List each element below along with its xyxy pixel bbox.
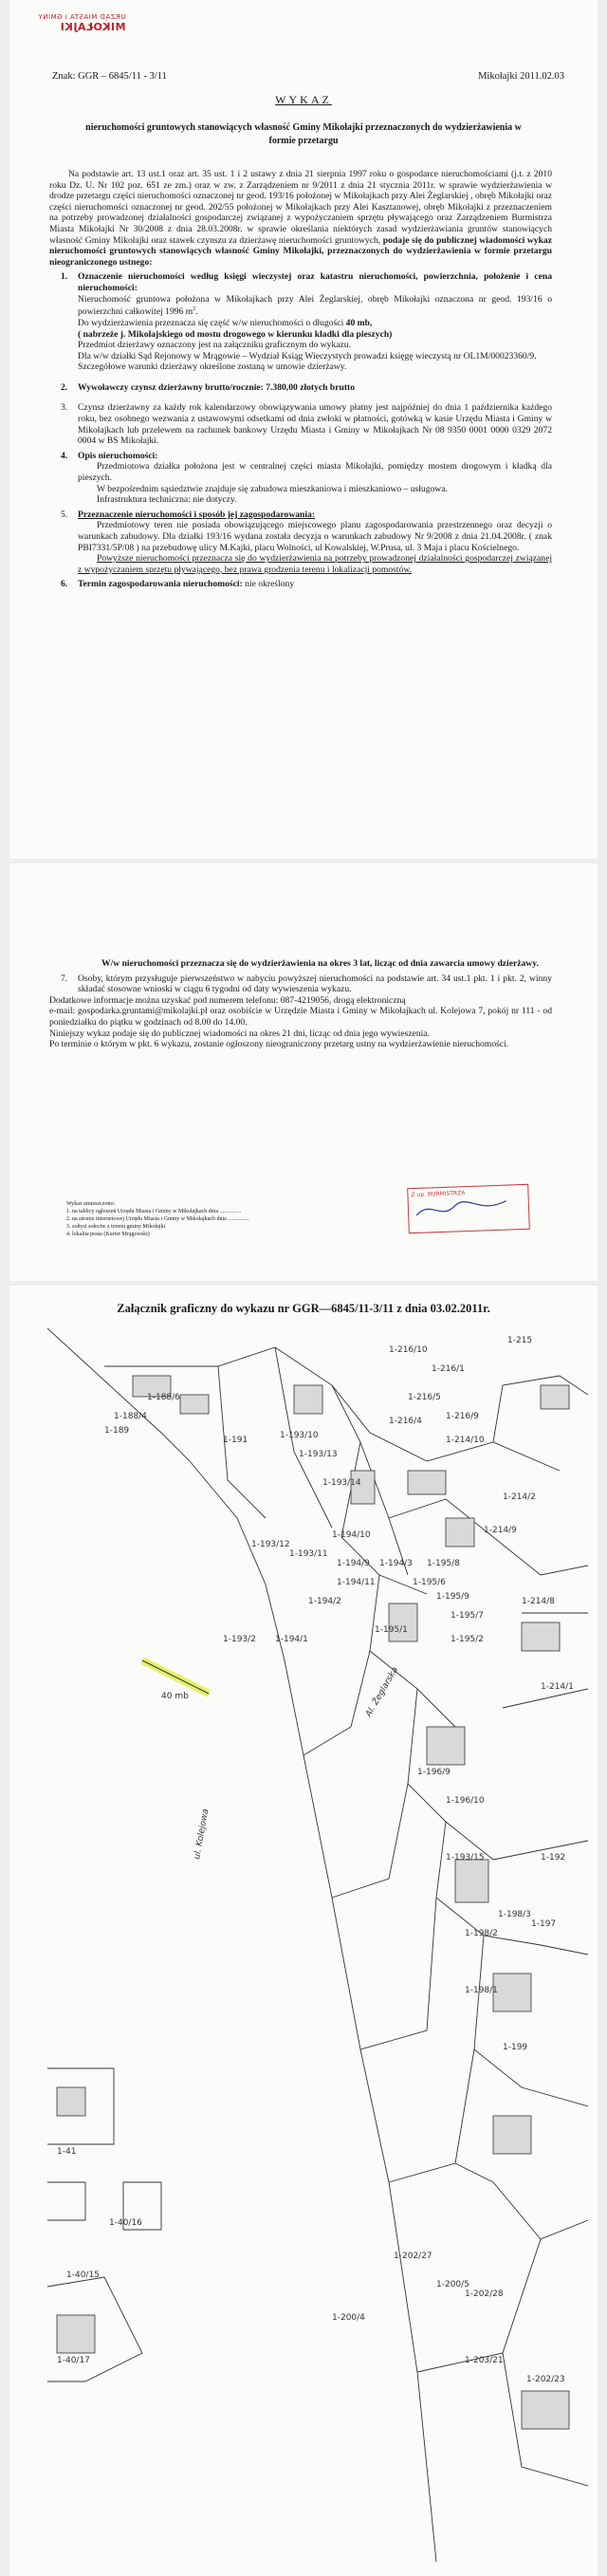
- document-title: WYKAZ: [275, 93, 332, 106]
- svg-text:1-200/4: 1-200/4: [332, 2313, 365, 2323]
- svg-text:1-214/2: 1-214/2: [503, 1492, 536, 1502]
- svg-text:1-216/5: 1-216/5: [408, 1393, 441, 1402]
- svg-text:1-195/7: 1-195/7: [451, 1611, 484, 1621]
- svg-text:1-41: 1-41: [57, 2147, 77, 2157]
- item-3: 3. Czynsz dzierżawny za każdy rok kalendarzowy obowiązywania umowy płatny jest najpóźniej do dnia 1 października każdego roku, bez osobnego wezwania z ustawowymi odsetkami od dnia zwłoki w płatności, gotówką w kasie Urzędu Miasta i Gminy w Mikołajkach lub przelewem na rachunek bankowy Urzędu Miasta i Gminy w Mikołajkach Nr 08 9350 0001 0000 0329 2072 0004 w BS Mikołajki.: [61, 402, 552, 447]
- cadastral-map: [47, 1328, 588, 2562]
- svg-text:1-193/13: 1-193/13: [299, 1450, 338, 1459]
- svg-text:1-193/2: 1-193/2: [223, 1635, 256, 1644]
- svg-text:1-194/1: 1-194/1: [275, 1635, 308, 1644]
- document-subtitle: nieruchomości gruntowych stanowiących własność Gminy Mikołajki przeznaczonych do wydzierżawienia w formie przetargu: [85, 122, 522, 146]
- svg-text:1-214/9: 1-214/9: [484, 1526, 517, 1535]
- svg-text:1-214/8: 1-214/8: [522, 1597, 555, 1606]
- document-date: Mikołajki 2011.02.03: [478, 71, 564, 82]
- intro-paragraph: Na podstawie art. 13 ust.1 oraz art. 35 ust. 1 i 2 ustawy z dnia 21 sierpnia 1997 roku o gospodarce nieruchomościami (j.t. z 2010 roku Dz. U. Nr 102 poz. 651 ze zm.) oraz w zw. z Zarządzeniem nr 9/2011 z dnia 21 stycznia 2011r. w sprawie wydzierżawienia w drodze przetargu części nieruchomości oznaczonej nr geod. 193/16 położonej w Mikołajkach przy Alei Żeglarskiej , obręb Mikołajki oraz części nieruchomości oznaczonej nr geod. 202/55 położonej w Mikołajkach przy Alei Kasztanowej, obręb Mikołajki z przeznaczeniem na potrzeby prowadzonej działalności gospodarczej związanej z wypożyczaniem sprzętu pływającego oraz Zarządzeniem Burmistrza Miasta Mikołajki Nr 30/2008 z dnia 28.03.2008r. w sprawie określania niektórych zasad wydzierżawiania gruntów stanowiących własność Gminy Mikołajki oraz stawek czynszu za dzierżawę nieruchomości gruntowych, podaje się do publicznej wiadomości wykaz nieruchomości gruntowych stanowiących własność Gminy Mikołajki, przeznaczonych do wydzierżawienia w formie przetargu nieograniczonego ustnego:: [49, 169, 552, 268]
- svg-text:1-196/10: 1-196/10: [446, 1796, 485, 1806]
- svg-text:1-214/10: 1-214/10: [446, 1436, 485, 1445]
- svg-text:40 mb: 40 mb: [161, 1692, 189, 1701]
- svg-text:1-193/11: 1-193/11: [289, 1549, 328, 1559]
- svg-text:1-189: 1-189: [104, 1426, 130, 1436]
- item-7: 7. Osoby, którym przysługuje pierwszeństwo w nabyciu powyższej nieruchomości na podstawie art. 34 ust.1 pkt. 1 i pkt. 2, winny składać stosowne wnioski w ciągu 6 tygodni od daty wywieszenia wykazu.: [61, 973, 552, 995]
- svg-text:1-198/1: 1-198/1: [465, 1986, 498, 1995]
- svg-text:1-195/9: 1-195/9: [436, 1592, 469, 1602]
- mayor-stamp: Z up. BURMISTRZA: [407, 1184, 530, 1233]
- map-title: Załącznik graficzny do wykazu nr GGR—6845/11-3/11 z dnia 03.02.2011r.: [117, 1302, 490, 1315]
- svg-text:1-214/1: 1-214/1: [541, 1682, 574, 1692]
- svg-text:1-193/15: 1-193/15: [446, 1853, 485, 1863]
- svg-text:1-194/10: 1-194/10: [332, 1530, 371, 1540]
- signature-icon: [412, 1195, 517, 1222]
- svg-text:1-194/3: 1-194/3: [379, 1559, 413, 1568]
- svg-text:1-195/8: 1-195/8: [427, 1559, 460, 1568]
- svg-text:1-192: 1-192: [541, 1853, 566, 1863]
- svg-text:1-197: 1-197: [531, 1919, 557, 1929]
- svg-text:1-194/2: 1-194/2: [308, 1597, 341, 1606]
- item-4: 4. Opis nieruchomości: Przedmiotowa działka położona jest w centralnej części miasta Mikołajki, pomiędzy mostem drogowym i kładką dla pieszych. W bezpośrednim sąsiedztwie znajduje się zabudowa mieszkaniowa i mieszkaniowo – usługowa. Infrastruktura techniczna: nie dotyczy.: [61, 450, 552, 506]
- svg-text:1-216/9: 1-216/9: [446, 1412, 479, 1421]
- svg-text:1-202/23: 1-202/23: [526, 2375, 565, 2384]
- svg-text:1-191: 1-191: [223, 1436, 248, 1445]
- svg-text:1-199: 1-199: [503, 2043, 528, 2052]
- svg-text:1-196/9: 1-196/9: [417, 1768, 451, 1777]
- document-body-page2: W/w nieruchomości przeznacza się do wydzierżawienia na okres 3 lat, licząc od dnia zawarcia umowy dzierżawy. 7. Osoby, którym przysługuje pierwszeństwo w nabyciu powyższej nieruchomości na podstawie art. 34 ust.1 pkt. 1 i pkt. 2, winny składać stosowne wnioski w ciągu 6 tygodni od daty wywieszenia wykazu. Dodatkowe informacje można uzyskać pod numerem telefonu: 087-4219056, drogą elektroniczną e-mail: gospodarka.gruntami@mikolajki.pl oraz osobiście w Urzędzie Miasta i Gminy w Mikołajkach ul. Kolejowa 7, pokój nr 111 - od poniedziałku do piątku w godzinach od 8.00 do 14.00. Niniejszy wykaz podaje się do publicznej wiadomości na okres 21 dni, licząc od dnia jego wywieszenia. Po terminie o którym w pkt. 6 wykazu, zostanie ogłoszony nieograniczony przetarg ustny na wydzierżawienie nieruchomości.: [49, 958, 552, 1050]
- svg-text:1-194/11: 1-194/11: [337, 1578, 376, 1587]
- svg-text:1-216/4: 1-216/4: [389, 1417, 422, 1426]
- document-body: [49, 169, 552, 590]
- svg-text:1-193/14: 1-193/14: [322, 1478, 361, 1488]
- svg-text:1-40/16: 1-40/16: [109, 2218, 142, 2228]
- svg-text:1-193/12: 1-193/12: [251, 1540, 290, 1549]
- svg-text:Al. Żeglarska: Al. Żeglarska: [363, 1665, 401, 1719]
- svg-text:1-40/17: 1-40/17: [57, 2356, 90, 2365]
- item-1: 1. Oznaczenie nieruchomości według księgi wieczystej oraz katastru nieruchomości, powierzchnia, położenie i cena nieruchomości: Nieruchomość gruntowa położona w Mikołajkach przy Alei Żeglarskiej, obręb Mikołajki oznaczona nr geod. 193/16 o powierzchni całkowitej 1996 $m^2$. Do wydzierżawienia przeznacza się część w/w nieruchomości o długości 40 mb, ( nabrzeże j. Mikołajskiego od mostu drogowego w kierunku kładki dla pieszych) Przedmiot dzierżawy oznaczony jest na załączniku graficznym do wykazu. Dla w/w działki Sąd Rejonowy w Mrągowie – Wydział Ksiąg Wieczystych prowadzi księgę wieczystą nr OL1M/00023360/9. Szczegółowe warunki dzierżawy określone zostaną w umowie dzierżawy.: [61, 271, 552, 373]
- office-stamp: URZĄD MIASTA i GMINY MIKOŁAJKI: [38, 13, 126, 33]
- svg-text:1-216/1: 1-216/1: [432, 1364, 465, 1374]
- svg-text:1-215: 1-215: [507, 1336, 533, 1345]
- map-drawing: [47, 1328, 588, 2562]
- item-2: 2. Wywoławczy czynsz dzierżawny brutto/rocznie: 7.380,00 złotych brutto: [61, 381, 356, 393]
- item-6: 6. Termin zagospodarowania nieruchomości: nie określony: [61, 579, 295, 590]
- svg-text:1-188/4: 1-188/4: [114, 1412, 147, 1421]
- svg-text:1-200/5: 1-200/5: [436, 2280, 469, 2289]
- svg-text:1-202/27: 1-202/27: [394, 2252, 432, 2261]
- svg-text:1-198/2: 1-198/2: [465, 1929, 498, 1938]
- document-sign: Znak: GGR – 6845/11 - 3/11: [52, 71, 167, 82]
- svg-text:1-195/6: 1-195/6: [413, 1578, 446, 1587]
- svg-text:1-195/1: 1-195/1: [375, 1625, 408, 1635]
- svg-text:1-188/6: 1-188/6: [147, 1393, 180, 1402]
- svg-text:1-216/10: 1-216/10: [389, 1345, 428, 1355]
- svg-text:1-40/15: 1-40/15: [66, 2270, 100, 2280]
- svg-text:1-203/21: 1-203/21: [465, 2356, 504, 2365]
- svg-text:1-193/10: 1-193/10: [280, 1431, 319, 1440]
- svg-text:ul. Kolejowa: ul. Kolejowa: [193, 1807, 212, 1861]
- item-5: 5. Przeznaczenie nieruchomości i sposób jej zagospodarowania: Przedmiotowy teren nie posiada obowiązującego miejscowego planu zagospodarowania przestrzennego oraz decyzji o warunkach zabudowy. Dla działki 193/16 wydana została decyzja o warunkach zabudowy Nr 9/2008 z dnia 21.04.2008r. ( znak PBI7331/5P/08 ) na przebudowę ulicy M.Kajki, placu Wolności, ul Kowalskiej, W.Prusa, ul. 3 Maja i placu Kościelnego. Powyższe nieruchomości przeznacza się do wydzierżawienia na potrzeby prowadzonej działalności gospodarczej związanej z wypożyczaniem sprzętu pływającego, bez prawa grodzenia terenu i lokalizacji pomostów.: [61, 509, 552, 575]
- svg-text:1-202/28: 1-202/28: [465, 2289, 504, 2299]
- svg-text:1-194/9: 1-194/9: [337, 1559, 370, 1568]
- svg-text:1-198/3: 1-198/3: [498, 1910, 531, 1919]
- posting-list: Wykaz umieszczono: 1. na tablicy ogłoszeń Urzędu Miasta i Gminy w Mikołajkach dnia ............... 2. na stronie internetowej Urzędu Miasta i Gminy w Mikołajkach dnia ............... 3. sołtysi sołectw z terenu gminy Mikołajki 4. lokalna prasa (Kurier Mrągowski): [66, 1201, 249, 1237]
- svg-text:1-195/2: 1-195/2: [451, 1635, 484, 1644]
